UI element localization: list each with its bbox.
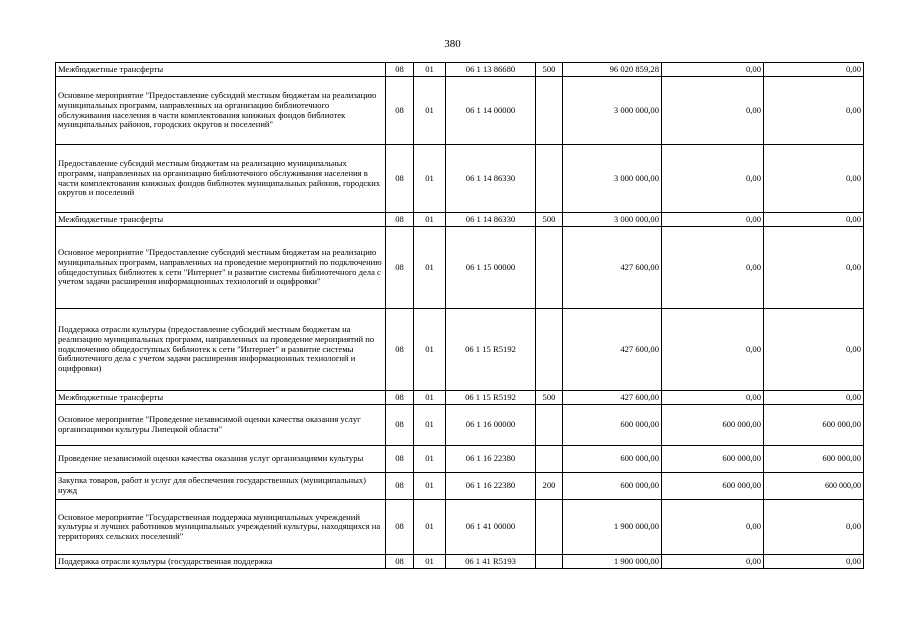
amount-year1-cell: 600 000,00	[563, 473, 662, 500]
target-code-cell: 06 1 14 00000	[446, 77, 536, 145]
amount-year3-cell: 0,00	[764, 227, 864, 309]
expense-type-cell	[536, 405, 563, 446]
table-row	[56, 213, 864, 227]
amount-year2-cell: 600 000,00	[662, 473, 764, 500]
expense-type-cell	[536, 77, 563, 145]
expense-type-cell	[536, 227, 563, 309]
amount-year1-cell: 1 900 000,00	[563, 500, 662, 555]
expense-type-cell: 500	[536, 391, 563, 405]
target-code-cell: 06 1 41 00000	[446, 500, 536, 555]
target-code-cell: 06 1 15 R5192	[446, 391, 536, 405]
expense-type-cell	[536, 309, 563, 391]
page-number: 380	[444, 38, 461, 50]
section-cell: 08	[386, 555, 414, 569]
expenditure-name-cell: Поддержка отрасли культуры (предоставление субсидий местным бюджетам на реализацию муниципальных программ, направленных на проведение мероприятий по подключению общедоступных библиотек к сети "Интернет" и развитие системы библиотечного дела с учетом задачи расширения информационных технологий и оцифровки)	[56, 309, 386, 391]
expenditure-name-cell: Предоставление субсидий местным бюджетам на реализацию муниципальных программ, направленных на организацию библиотечного обслуживания населения в части комплектования книжных фондов библиотек муниципальных районов, городских округов и поселений	[56, 145, 386, 213]
amount-year3-cell: 600 000,00	[764, 446, 864, 473]
subsection-cell: 01	[414, 145, 446, 213]
table-row	[56, 63, 864, 77]
expense-type-cell: 500	[536, 213, 563, 227]
subsection-cell: 01	[414, 227, 446, 309]
section-cell: 08	[386, 227, 414, 309]
amount-year1-cell: 600 000,00	[563, 405, 662, 446]
expenditure-name-cell: Основное мероприятие "Государственная поддержка муниципальных учреждений культуры и лучших работников муниципальных учреждений культуры, находящихся на территориях сельских поселений"	[56, 500, 386, 555]
amount-year3-cell: 0,00	[764, 500, 864, 555]
subsection-cell: 01	[414, 405, 446, 446]
amount-year1-cell: 3 000 000,00	[563, 77, 662, 145]
amount-year2-cell: 0,00	[662, 309, 764, 391]
section-cell: 08	[386, 63, 414, 77]
expense-type-cell	[536, 446, 563, 473]
target-code-cell: 06 1 13 86680	[446, 63, 536, 77]
subsection-cell: 01	[414, 309, 446, 391]
amount-year2-cell: 0,00	[662, 227, 764, 309]
amount-year1-cell: 96 020 859,28	[563, 63, 662, 77]
table-row	[56, 405, 864, 446]
subsection-cell: 01	[414, 500, 446, 555]
amount-year3-cell: 0,00	[764, 391, 864, 405]
amount-year1-cell: 427 600,00	[563, 391, 662, 405]
subsection-cell: 01	[414, 77, 446, 145]
amount-year2-cell: 0,00	[662, 63, 764, 77]
expense-type-cell	[536, 555, 563, 569]
expenditure-name-cell: Основное мероприятие "Проведение независимой оценки качества оказания услуг организациями культуры Липецкой области"	[56, 405, 386, 446]
amount-year1-cell: 600 000,00	[563, 446, 662, 473]
amount-year2-cell: 0,00	[662, 145, 764, 213]
amount-year2-cell: 0,00	[662, 213, 764, 227]
amount-year3-cell: 600 000,00	[764, 473, 864, 500]
target-code-cell: 06 1 16 00000	[446, 405, 536, 446]
table-row	[56, 500, 864, 555]
expenditure-name-cell: Межбюджетные трансферты	[56, 213, 386, 227]
amount-year1-cell: 427 600,00	[563, 309, 662, 391]
section-cell: 08	[386, 145, 414, 213]
expenditure-name-cell: Поддержка отрасли культуры (государственная поддержка	[56, 555, 386, 569]
table-row	[56, 77, 864, 145]
target-code-cell: 06 1 16 22380	[446, 473, 536, 500]
subsection-cell: 01	[414, 63, 446, 77]
section-cell: 08	[386, 213, 414, 227]
expenditure-name-cell: Проведение независимой оценки качества оказания услуг организациями культуры	[56, 446, 386, 473]
target-code-cell: 06 1 15 R5192	[446, 309, 536, 391]
table-row	[56, 555, 864, 569]
section-cell: 08	[386, 309, 414, 391]
amount-year3-cell: 0,00	[764, 555, 864, 569]
section-cell: 08	[386, 446, 414, 473]
amount-year1-cell: 427 600,00	[563, 227, 662, 309]
subsection-cell: 01	[414, 213, 446, 227]
target-code-cell: 06 1 14 86330	[446, 145, 536, 213]
target-code-cell: 06 1 41 R5193	[446, 555, 536, 569]
target-code-cell: 06 1 14 86330	[446, 213, 536, 227]
amount-year3-cell: 0,00	[764, 213, 864, 227]
amount-year2-cell: 0,00	[662, 391, 764, 405]
amount-year2-cell: 0,00	[662, 77, 764, 145]
expenditure-name-cell: Межбюджетные трансферты	[56, 63, 386, 77]
amount-year3-cell: 0,00	[764, 77, 864, 145]
expense-type-cell: 500	[536, 63, 563, 77]
expense-type-cell	[536, 145, 563, 213]
table-row	[56, 145, 864, 213]
expenditure-name-cell: Основное мероприятие "Предоставление субсидий местным бюджетам на реализацию муниципальных программ, направленных на проведение мероприятий по подключению общедоступных библиотек к сети "Интернет" и развитие системы библиотечного дела с учетом задачи расширения информационных технологий и оцифровки"	[56, 227, 386, 309]
amount-year2-cell: 0,00	[662, 555, 764, 569]
amount-year2-cell: 600 000,00	[662, 446, 764, 473]
amount-year2-cell: 0,00	[662, 500, 764, 555]
expense-type-cell: 200	[536, 473, 563, 500]
amount-year2-cell: 600 000,00	[662, 405, 764, 446]
table-row	[56, 446, 864, 473]
expenditure-name-cell: Закупка товаров, работ и услуг для обеспечения государственных (муниципальных) нужд	[56, 473, 386, 500]
section-cell: 08	[386, 391, 414, 405]
section-cell: 08	[386, 405, 414, 446]
amount-year3-cell: 600 000,00	[764, 405, 864, 446]
amount-year3-cell: 0,00	[764, 63, 864, 77]
table-row	[56, 309, 864, 391]
subsection-cell: 01	[414, 446, 446, 473]
amount-year3-cell: 0,00	[764, 145, 864, 213]
subsection-cell: 01	[414, 473, 446, 500]
expenditure-name-cell: Межбюджетные трансферты	[56, 391, 386, 405]
table-row	[56, 227, 864, 309]
target-code-cell: 06 1 16 22380	[446, 446, 536, 473]
subsection-cell: 01	[414, 555, 446, 569]
expenditure-name-cell: Основное мероприятие "Предоставление субсидий местным бюджетам на реализацию муниципальных программ, направленных на организацию библиотечного обслуживания населения в части комплектования книжных фондов библиотек муниципальных районов, городских округов и поселений"	[56, 77, 386, 145]
expense-type-cell	[536, 500, 563, 555]
budget-table-body	[56, 63, 864, 569]
amount-year3-cell: 0,00	[764, 309, 864, 391]
amount-year1-cell: 1 900 000,00	[563, 555, 662, 569]
amount-year1-cell: 3 000 000,00	[563, 213, 662, 227]
amount-year1-cell: 3 000 000,00	[563, 145, 662, 213]
target-code-cell: 06 1 15 00000	[446, 227, 536, 309]
budget-table	[55, 62, 864, 569]
section-cell: 08	[386, 473, 414, 500]
table-row	[56, 391, 864, 405]
section-cell: 08	[386, 500, 414, 555]
subsection-cell: 01	[414, 391, 446, 405]
section-cell: 08	[386, 77, 414, 145]
table-row	[56, 473, 864, 500]
